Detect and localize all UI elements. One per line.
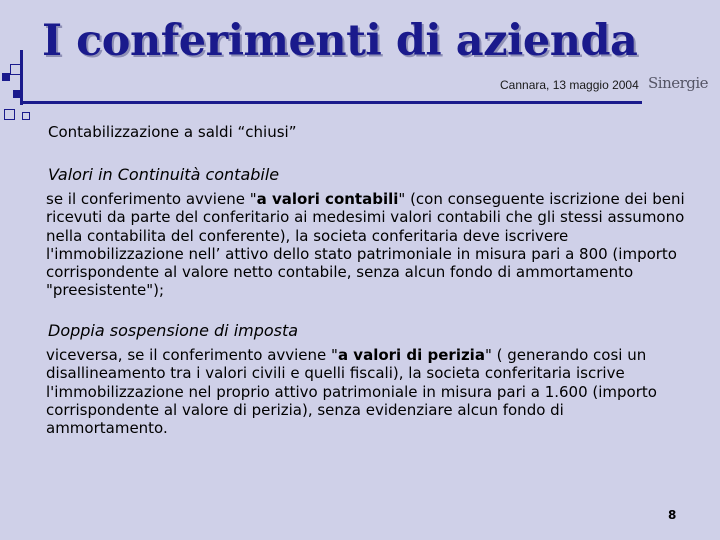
date-location: Cannara, 13 maggio 2004: [500, 78, 639, 92]
paragraph-text: " ( generando cosi un disallineamento tra i valori civili e quelli fiscali), la societa conferitaria iscrive l'immobilizzazione nel proprio attivo patrimoniale in misura pari a 1.600 (importo corrispondente al valore di perizia), senza evidenziare alcun fondo di ammortamento.: [46, 346, 657, 438]
paragraph-emphasis: a valori di perizia: [337, 346, 485, 364]
subheading-doppia-sospensione: Doppia sospensione di imposta: [48, 321, 299, 340]
square-outline-icon: [22, 112, 30, 120]
page-number: 8: [668, 508, 677, 522]
subheading-continuita: Valori in Continuità contabile: [48, 165, 280, 184]
paragraph-doppia-sospensione: [46, 346, 686, 437]
paragraph-text: se il conferimento avviene ": [46, 190, 257, 208]
vertical-divider: [20, 50, 23, 105]
sinergie-logo: Sinergie: [648, 74, 709, 92]
slide-title: I conferimenti di azienda: [42, 16, 638, 66]
paragraph-continuita: [46, 190, 686, 300]
horizontal-divider: [20, 101, 642, 104]
square-filled-icon: [2, 73, 10, 81]
paragraph-text: " (con conseguente iscrizione dei beni ricevuti da parte del conferitario ai medesimi valori contabili che gli stessi assumono nella contabilita del conferente), la societa conferitaria deve iscrivere l'immobilizzazione nell’ attivo dello stato patrimoniale in misura pari a 800 (importo corrispondente al valore netto contabile, senza alcun fondo di ammortamento "preesistente");: [46, 190, 685, 300]
paragraph-emphasis: a valori contabili: [256, 190, 399, 208]
paragraph-text: viceversa, se il conferimento avviene ": [46, 346, 338, 364]
section-heading: Contabilizzazione a saldi “chiusi”: [48, 123, 297, 141]
square-outline-icon: [4, 109, 15, 120]
